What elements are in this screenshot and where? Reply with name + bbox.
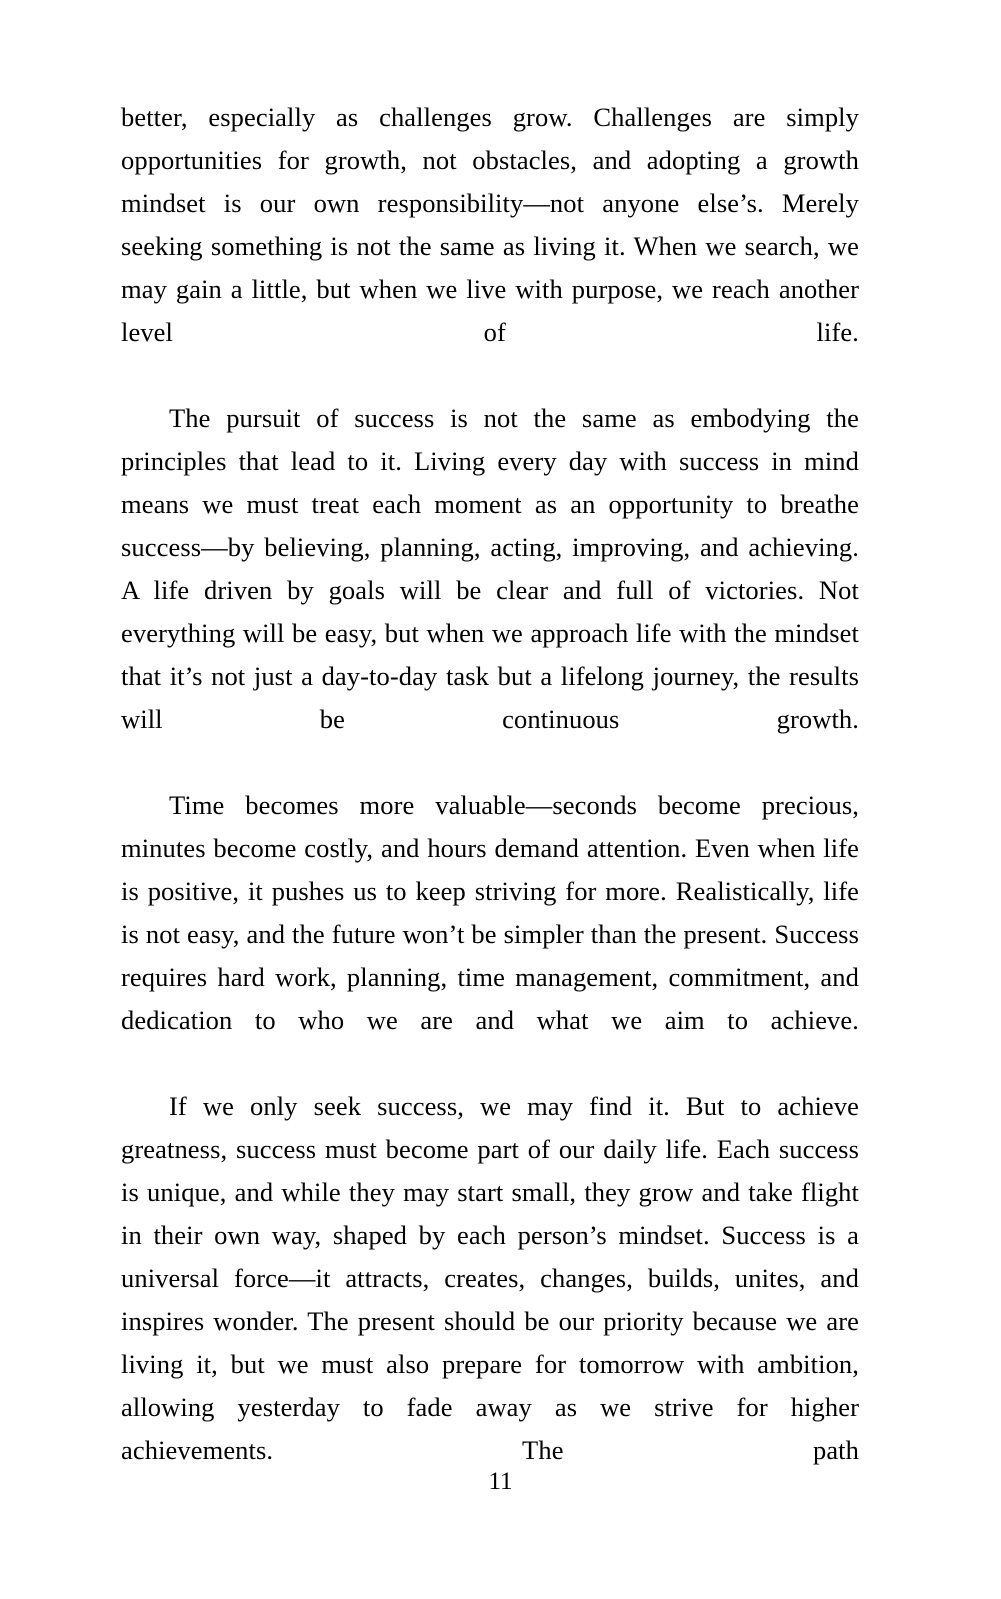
paragraph-1: better, especially as challenges grow. Challenges are simply opportunities for growth, not obstacles, and adopting a growth mindset is our own responsibility—not anyone else’s. Merely seeking something is not the same as living it. When we search, we may gain a little, but when we live with purpose, we reach another level of life. bbox=[121, 102, 859, 347]
body-text-column bbox=[121, 96, 859, 1515]
paragraph-4: If we only seek success, we may find it. But to achieve greatness, success must become part of our daily life. Each success is unique, and while they may start small, they grow and take flight in their own way, shaped by each person’s mindset. Success is a universal force—it attracts, creates, changes, builds, unites, and inspires wonder. The present should be our priority because we are living it, but we must also prepare for tomorrow with ambition, allowing yesterday to fade away as we strive for higher achievements. The path bbox=[121, 1091, 859, 1465]
paragraph-2: The pursuit of success is not the same as embodying the principles that lead to it. Living every day with success in mind means we must treat each moment as an opportunity to breathe success—by believing, planning, acting, improving, and achieving. A life driven by goals will be clear and full of victories. Not everything will be easy, but when we approach life with the mindset that it’s not just a day-to-day task but a lifelong journey, the results will be continuous growth. bbox=[121, 403, 859, 734]
page-number: 11 bbox=[488, 1468, 513, 1495]
paragraph-3: Time becomes more valuable—seconds become precious, minutes become costly, and hours demand attention. Even when life is positive, it pushes us to keep striving for more. Realistically, life is not easy, and the future won’t be simpler than the present. Success requires hard work, planning, time management, commitment, and dedication to who we are and what we aim to achieve. bbox=[121, 790, 859, 1035]
